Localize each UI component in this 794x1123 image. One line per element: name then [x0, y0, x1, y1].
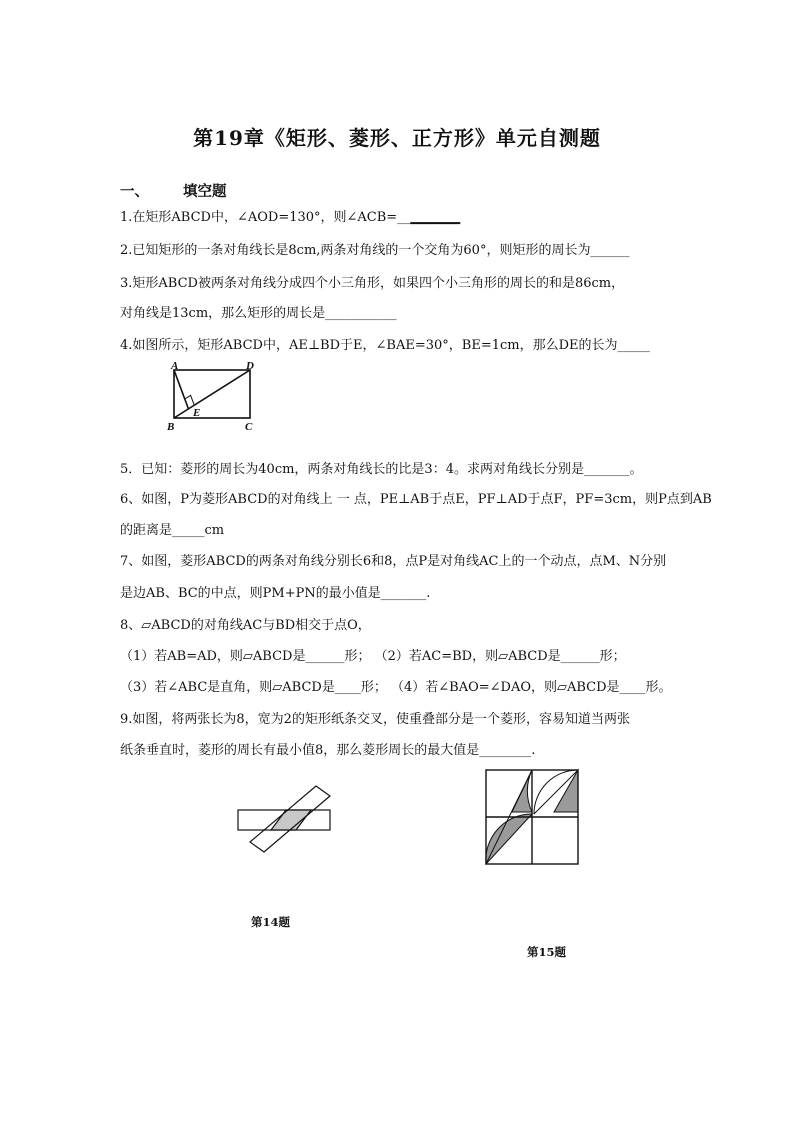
question-9-line-2: 纸条垂直时，菱形的周长有最小值8，那么菱形周长的最大值是________.: [120, 743, 536, 758]
shaded-square-figure: [482, 766, 588, 870]
label-e: E: [193, 407, 201, 419]
crossed-strips-figure: [232, 778, 342, 862]
question-8: 8、▱ABCD的对角线AC与BD相交于点O，: [120, 618, 371, 633]
question-3-line-2: 对角线是13cm，那么矩形的周长是___________: [120, 306, 397, 321]
question-7-line-2: 是边AB、BC的中点，则PM+PN的最小值是_______.: [120, 586, 431, 601]
question-1: 1.在矩形ABCD中，∠AOD=130°，则∠ACB=__▁▁▁▁▁: [120, 210, 461, 225]
question-5: 5．已知：菱形的周长为40cm，两条对角线长的比是3：4。求两对角线长分别是_______。: [120, 462, 643, 477]
shaded-region-lower: [486, 814, 532, 864]
question-3-line-1: 3.矩形ABCD被两条对角线分成四个小三角形，如果四个小三角形的周长的和是86cm，: [120, 276, 625, 291]
page-title: 第19章《矩形、菱形、正方形》单元自测题: [193, 126, 601, 150]
question-4: 4.如图所示，矩形ABCD中，AE⊥BD于E，∠BAE=30°，BE=1cm，那么DE的长为_____: [120, 338, 651, 353]
label-a: A: [171, 360, 179, 372]
section-label: 填空题: [183, 183, 227, 200]
diagonal-bd: [174, 370, 250, 418]
question-8-part-3-4: （3）若∠ABC是直角，则▱ABCD是____形； （4）若∠BAO=∠DAO，则▱ABCD是____形。: [120, 680, 672, 695]
label-c: C: [245, 421, 253, 433]
segment-ae: [174, 370, 189, 409]
label-b: B: [167, 421, 175, 433]
question-2: 2.已知矩形的一条对角线长是8cm,两条对角线的一个交角为60°，则矩形的周长为______: [120, 243, 630, 258]
question-7-line-1: 7、如图，菱形ABCD的两条对角线分别长6和8，点P是对角线AC上的一个动点，点M、N分别: [120, 554, 667, 569]
figure-15-caption: 第15题: [527, 945, 567, 959]
question-8-part-1-2: （1）若AB=AD，则▱ABCD是______形； （2）若AC=BD，则▱ABCD是______形；: [120, 649, 626, 664]
question-6-line-2: 的距离是_____cm: [120, 523, 225, 538]
section-number: 一、: [120, 183, 149, 200]
label-d: D: [246, 360, 254, 372]
question-6-line-1: 6、如图，P为菱形ABCD的对角线上 一 点，PE⊥AB于点E，PF⊥AD于点F，PF=3cm，则P点到AB: [120, 492, 712, 507]
rectangle-abcd-figure: [162, 360, 262, 435]
section-heading: [120, 180, 227, 201]
question-9-line-1: 9.如图，将两张长为8，宽为2的矩形纸条交叉，使重叠部分是一个菱形，容易知道当两张: [120, 712, 630, 727]
figure-14-caption: 第14题: [251, 915, 291, 929]
